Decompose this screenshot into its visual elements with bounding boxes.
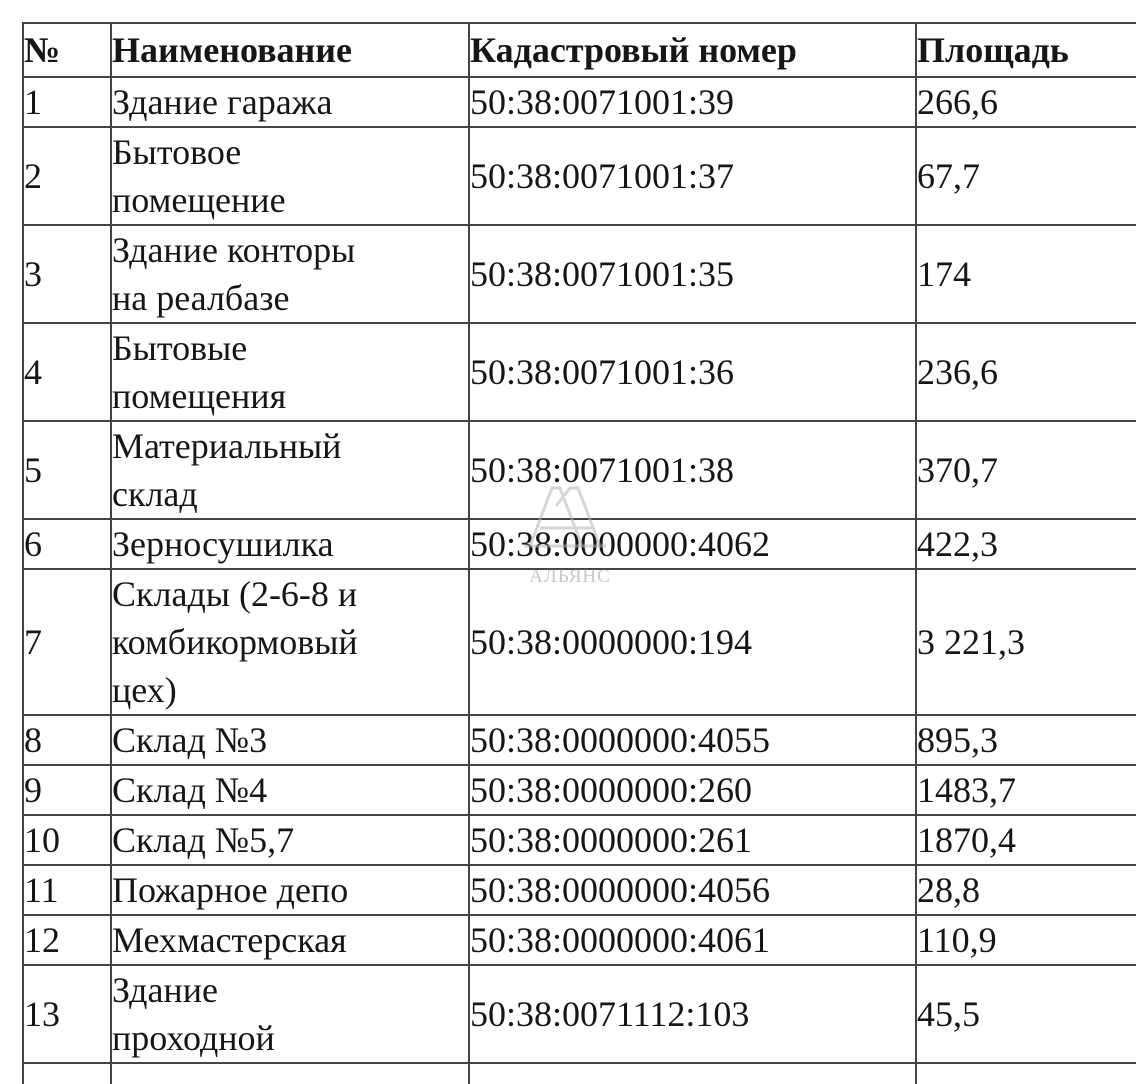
row-number: 4	[23, 323, 111, 421]
row-name	[111, 519, 469, 569]
row-name-line: Пожарное депо	[112, 870, 349, 910]
row-cadastral-number: 50:38:0071001:38	[469, 421, 916, 519]
row-number: 1	[23, 77, 111, 127]
table-row-partial	[23, 1063, 1136, 1084]
row-area: 895,3	[916, 715, 1136, 765]
row-cadastral-number: 50:38:0071112:103	[469, 965, 916, 1063]
row-name-line: Зерносушилка	[112, 524, 334, 564]
row-name-line: Здание гаража	[112, 82, 333, 122]
row-name-line: Бытовые	[112, 328, 248, 368]
row-cadastral-number: 50:38:0071001:35	[469, 225, 916, 323]
row-name-line: Склады (2-6-8 и	[112, 574, 358, 614]
property-table	[22, 22, 1136, 1084]
row-number: 10	[23, 815, 111, 865]
empty-cell	[111, 1063, 469, 1084]
row-area: 28,8	[916, 865, 1136, 915]
row-name	[111, 323, 469, 421]
table-header-row	[23, 23, 1136, 77]
table-row	[23, 519, 1136, 569]
row-cadastral-number: 50:38:0000000:4055	[469, 715, 916, 765]
row-area: 266,6	[916, 77, 1136, 127]
table-row	[23, 421, 1136, 519]
header-number: №	[23, 23, 111, 77]
row-name-line: склад	[112, 474, 198, 514]
row-cadastral-number: 50:38:0071001:37	[469, 127, 916, 225]
row-cadastral-number: 50:38:0071001:39	[469, 77, 916, 127]
row-name	[111, 421, 469, 519]
row-number: 12	[23, 915, 111, 965]
row-name-line: Материальный	[112, 426, 342, 466]
empty-cell	[916, 1063, 1136, 1084]
row-name	[111, 815, 469, 865]
header-area: Площадь	[916, 23, 1136, 77]
row-cadastral-number: 50:38:0000000:4061	[469, 915, 916, 965]
row-name-line: проходной	[112, 1018, 275, 1058]
row-cadastral-number: 50:38:0000000:194	[469, 569, 916, 715]
header-cadastral-number: Кадастровый номер	[469, 23, 916, 77]
row-cadastral-number: 50:38:0071001:36	[469, 323, 916, 421]
row-name	[111, 127, 469, 225]
row-area: 110,9	[916, 915, 1136, 965]
row-name-line: Склад №3	[112, 720, 268, 760]
table-body	[23, 77, 1136, 1084]
row-name	[111, 715, 469, 765]
row-area: 3 221,3	[916, 569, 1136, 715]
table-row	[23, 965, 1136, 1063]
empty-cell	[469, 1063, 916, 1084]
row-cadastral-number: 50:38:0000000:4062	[469, 519, 916, 569]
row-number: 13	[23, 965, 111, 1063]
table-row	[23, 127, 1136, 225]
row-name-line: цех)	[112, 670, 177, 710]
row-name	[111, 225, 469, 323]
row-name-line: Мехмастерская	[112, 920, 347, 960]
row-cadastral-number: 50:38:0000000:260	[469, 765, 916, 815]
table-row	[23, 865, 1136, 915]
table-row	[23, 715, 1136, 765]
row-name	[111, 77, 469, 127]
row-name	[111, 865, 469, 915]
row-area: 236,6	[916, 323, 1136, 421]
row-number: 11	[23, 865, 111, 915]
row-number: 6	[23, 519, 111, 569]
table-row	[23, 569, 1136, 715]
table-row	[23, 225, 1136, 323]
table-row	[23, 77, 1136, 127]
row-area: 370,7	[916, 421, 1136, 519]
row-number: 8	[23, 715, 111, 765]
row-number: 3	[23, 225, 111, 323]
row-area: 67,7	[916, 127, 1136, 225]
row-area: 45,5	[916, 965, 1136, 1063]
row-name	[111, 965, 469, 1063]
row-number: 5	[23, 421, 111, 519]
row-cadastral-number: 50:38:0000000:261	[469, 815, 916, 865]
row-name-line: помещения	[112, 376, 287, 416]
row-name-line: Бытовое	[112, 132, 242, 172]
row-name-line: Здание	[112, 970, 218, 1010]
row-name-line: помещение	[112, 180, 286, 220]
table-row	[23, 765, 1136, 815]
row-name	[111, 915, 469, 965]
row-name-line: комбикормовый	[112, 622, 358, 662]
empty-cell	[23, 1063, 111, 1084]
header-name: Наименование	[111, 23, 469, 77]
row-cadastral-number: 50:38:0000000:4056	[469, 865, 916, 915]
table-row	[23, 323, 1136, 421]
row-name	[111, 765, 469, 815]
row-area: 422,3	[916, 519, 1136, 569]
row-name-line: Склад №4	[112, 770, 268, 810]
row-area: 1483,7	[916, 765, 1136, 815]
table-row	[23, 915, 1136, 965]
row-area: 174	[916, 225, 1136, 323]
row-name-line: Склад №5,7	[112, 820, 295, 860]
table-row	[23, 815, 1136, 865]
watermark-text: АЛЬЯНС	[529, 566, 611, 587]
row-name-line: Здание конторы	[112, 230, 356, 270]
row-name	[111, 569, 469, 715]
row-number: 7	[23, 569, 111, 715]
row-number: 9	[23, 765, 111, 815]
row-name-line: на реалбазе	[112, 278, 290, 318]
row-area: 1870,4	[916, 815, 1136, 865]
row-number: 2	[23, 127, 111, 225]
